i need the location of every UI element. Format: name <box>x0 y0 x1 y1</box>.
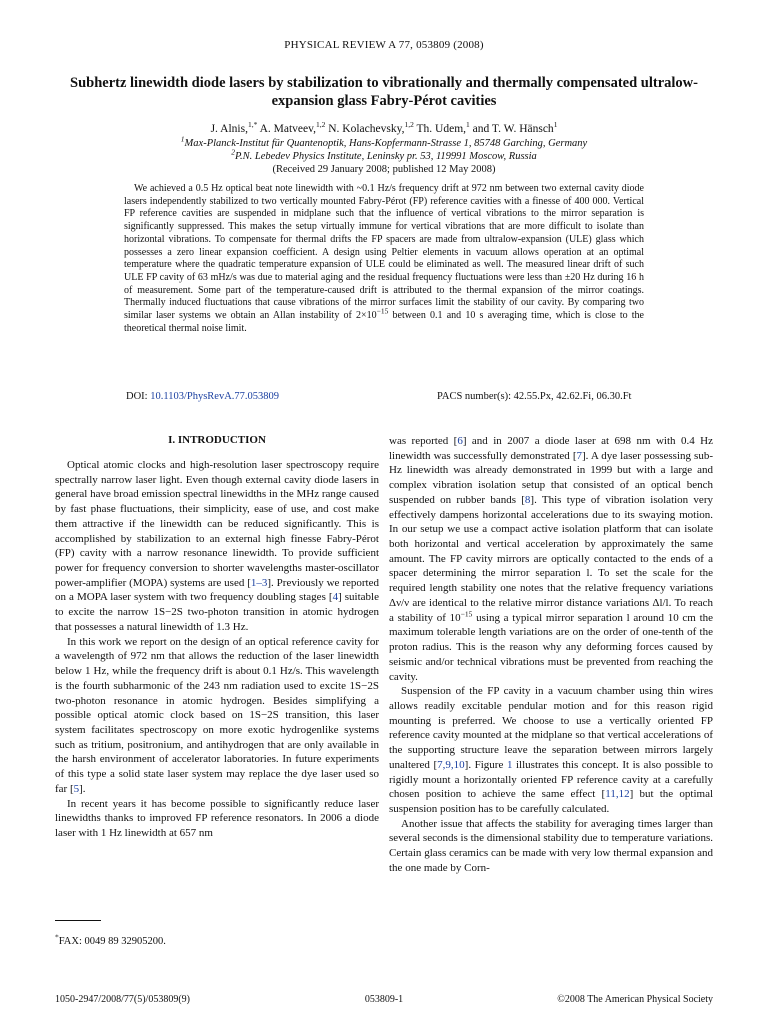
text: ]. This type of vibration isolation very effectively dampens horizontal accelerations due to its swaying motion. In our setup we use a compact active isolation platform that can isolate both horizontal and vertical acceleration by approximately the same amount. The FP cavity mirrors are optically contacted to the ends of a spacer determining the mirror separation l. To set the scale for the required length stability one notes that the relative frequency variations Δν/ν are identical to the relative mirror distance variations Δl/l. To reach a stability of 10 <box>389 493 713 624</box>
journal-header: PHYSICAL REVIEW A 77, 053809 (2008) <box>284 39 484 51</box>
right-column <box>389 434 713 876</box>
paragraph <box>55 635 379 797</box>
paper-title: Subhertz linewidth diode lasers by stabilization to vibrationally and thermally compensated ultralow-expansion glass Fabry-Pérot cavities <box>70 75 698 109</box>
affiliation-2-number: 2 <box>231 147 235 157</box>
affiliation-1 <box>0 134 768 150</box>
author-1: J. Alnis, <box>210 123 248 135</box>
figure-link[interactable]: 1 <box>506 758 513 771</box>
doi-link[interactable]: 10.1103/PhysRevA.77.053809 <box>150 391 280 402</box>
left-column <box>55 458 379 841</box>
author-1-affiliation[interactable]: 1,* <box>247 120 258 130</box>
footnote-text: FAX: 0049 89 32905200. <box>58 936 166 947</box>
text: ] suitable to excite the narrow 1S−2S two-photon transition in atomic hydrogen that possesses a natural linewidth of 1.3 Hz. <box>55 591 379 633</box>
affiliation-1-text: Max-Planck-Institut für Quantenoptik, Hans-Kopfermann-Strasse 1, 85748 Garching, Germany <box>184 138 588 149</box>
text: was reported [ <box>389 435 458 447</box>
citation-link[interactable]: 8 <box>524 493 531 506</box>
author-2: A. Matveev, <box>257 123 316 135</box>
text: ] and in 2007 a diode laser at 698 nm with 0.4 Hz linewidth was successfully demonstrated [ <box>389 435 713 462</box>
abstract-exponent: −15 <box>376 306 389 316</box>
text: using a typical mirror separation l around 10 cm the maximum tolerable length variations are on the order of one-tenth of the proton radius. This is the reason why any deforming forces caused by seismic and/or technical vibrations must be prevented from reaching the cavity. <box>389 611 714 683</box>
author-5-affiliation: 1 <box>553 120 558 130</box>
text: ]. Figure <box>464 758 507 771</box>
paragraph: In recent years it has become possible to significantly reduce laser linewidths thanks to improved FP reference resonators. In 2006 a diode laser with 1 Hz linewidth at 657 nm <box>55 797 379 839</box>
text: Optical atomic clocks and high-resolution laser spectroscopy require spectrally narrow laser light. Even though external cavity diode lasers in general have broad emission spectral linewidths in the MHz range caused by fast phase fluctuations, their simplicity, ease of use, and cost make them attractive if the linewidth can be reduced significantly. This is accomplished by stabilization to an external high finesse Fabry-Pérot (FP) cavity with a narrow resonance linewidth. To provide sufficient power for frequency conversion to shorter wavelengths master-oscillator power-amplifier (MOPA) systems are used [ <box>55 459 379 589</box>
received-date: (Received 29 January 2008; published 12 May 2008) <box>272 164 496 175</box>
text: Suspension of the FP cavity in a vacuum chamber using thin wires allows readily excitable pendular motion and for this reason rigid mounting is preferred. We choose to use a vertically oriented FP reference cavity mounted at the midplane so that vertical accelerations of the supporting structure leave the separation between mirrors largely unaltered [ <box>389 685 713 771</box>
citation-link[interactable]: 11,12 <box>605 788 630 801</box>
footer-issn: 1050-2947/2008/77(5)/053809(9) <box>55 994 190 1005</box>
abstract-text-end: between 0.1 and 10 s averaging time, which is close to the theoretical thermal noise limit. <box>124 310 644 334</box>
text: ] but the optimal suspension position has to be carefully calculated. <box>389 788 714 815</box>
text: In this work we report on the design of an optical reference cavity for a wavelength of 972 nm that allows the reduction of the laser linewidth below 1 Hz, while the frequency drift is about 0.1 Hz/s. This wavelength is the fourth subharmonic of the 243 nm radiation used to excite 1S−2S two-photon resonance in atomic hydrogen. Besides simplifying a possible optical atomic clock based on 1S−2S transition, this laser system facilitates spectroscopy on more exotic hydrogenlike systems such as tritium, positronium, and antihydrogen that are only available in the harsh environment of accelerator laboratories. In future experiments of this type a solid state laser system may replace the dye laser used so far [ <box>55 635 379 795</box>
paragraph <box>389 684 713 816</box>
author-4-affiliation: 1 <box>466 120 470 130</box>
text: ]. <box>79 782 86 795</box>
affiliation-2-text: P.N. Lebedev Physics Institute, Leninsky pr. 53, 119991 Moscow, Russia <box>234 151 537 162</box>
text: ]. Previously we reported on a MOPA laser system with two frequency doubling stages [ <box>55 576 379 604</box>
abstract <box>124 183 644 335</box>
footnote <box>55 932 166 947</box>
affiliation-1-number: 1 <box>180 134 185 144</box>
footnote-divider <box>55 920 101 921</box>
footer-page-number: 053809-1 <box>364 994 404 1005</box>
citation-link[interactable]: 1–3 <box>250 576 268 589</box>
citation-link[interactable]: 5 <box>73 782 80 795</box>
pacs-numbers: PACS number(s): 42.55.Px, 42.62.Fi, 06.30.Ft <box>437 391 632 402</box>
author-2-affiliation: 1,2 <box>316 120 326 130</box>
citation-link[interactable]: 7,9,10 <box>437 758 465 771</box>
author-list <box>0 122 768 136</box>
exponent: −15 <box>460 608 473 618</box>
section-heading: I. INTRODUCTION <box>168 434 266 446</box>
author-4: Th. Udem, <box>413 123 467 135</box>
text: ]. A dye laser possessing sub-Hz linewidth was already demonstrated in 1999 but with a large and complex vibration isolation setup that consisted of an optical bench suspended on rubber bands [ <box>389 449 713 506</box>
footer-copyright: ©2008 The American Physical Society <box>557 994 713 1005</box>
text: illustrates this concept. It is also possible to rigidly mount a horizontally oriented FP reference cavity at a carefully chosen position to achieve the same effect [ <box>389 758 713 801</box>
footnote-mark: * <box>55 932 59 942</box>
citation-link[interactable]: 4 <box>332 591 339 604</box>
doi-label: DOI: <box>126 391 151 402</box>
citation-link[interactable]: 6 <box>457 435 463 447</box>
paragraph: Another issue that affects the stability for averaging times larger than several seconds is the dimensional stability due to temperature variations. Certain glass ceramics can be made with very low thermal expansion and the one made by Corn- <box>389 817 713 874</box>
abstract-text: We achieved a 0.5 Hz optical beat note linewidth with ~0.1 Hz/s frequency drift at 972 nm between two external cavity diode lasers independently stabilized to two vertically mounted Fabry-Pérot (FP) reference cavities with a finesse of 400 000. Vertical FP reference cavities are suspended in midplane such that the influence of vertical vibrations to the mirror separation is significantly suppressed. This makes the setup virtually immune for vertical vibrations that are more difficult to isolate than horizontal vibrations. To compensate for thermal drifts the FP spacers are made from ultralow-expansion (ULE) glass which possesses a zero linear expansion coefficient. A design using Peltier elements in vacuum allows operation at an optimal temperature where the quadratic temperature expansion of ULE could be eliminated as well. The measured linear drift of such ULE FP cavity of 63 mHz/s was due to material aging and the residual frequency fluctuations were less than ±20 Hz during 16 h of measurement. Some part of the temperature-caused drift is attributed to the thermal expansion of the mirror coatings. Thermally induced fluctuations that cause vibrations of the mirror surfaces limit the stability of our cavity. By comparing two similar laser systems we obtain an Allan instability of 2×10 <box>124 183 644 322</box>
author-5: and T. W. Hänsch <box>469 123 554 135</box>
doi <box>126 391 279 402</box>
paragraph <box>55 458 379 635</box>
author-3: N. Kolachevsky, <box>325 123 405 135</box>
affiliation-2 <box>0 147 768 163</box>
author-3-affiliation: 1,2 <box>404 120 414 130</box>
citation-link[interactable]: 7 <box>576 449 582 462</box>
paragraph <box>389 434 713 684</box>
